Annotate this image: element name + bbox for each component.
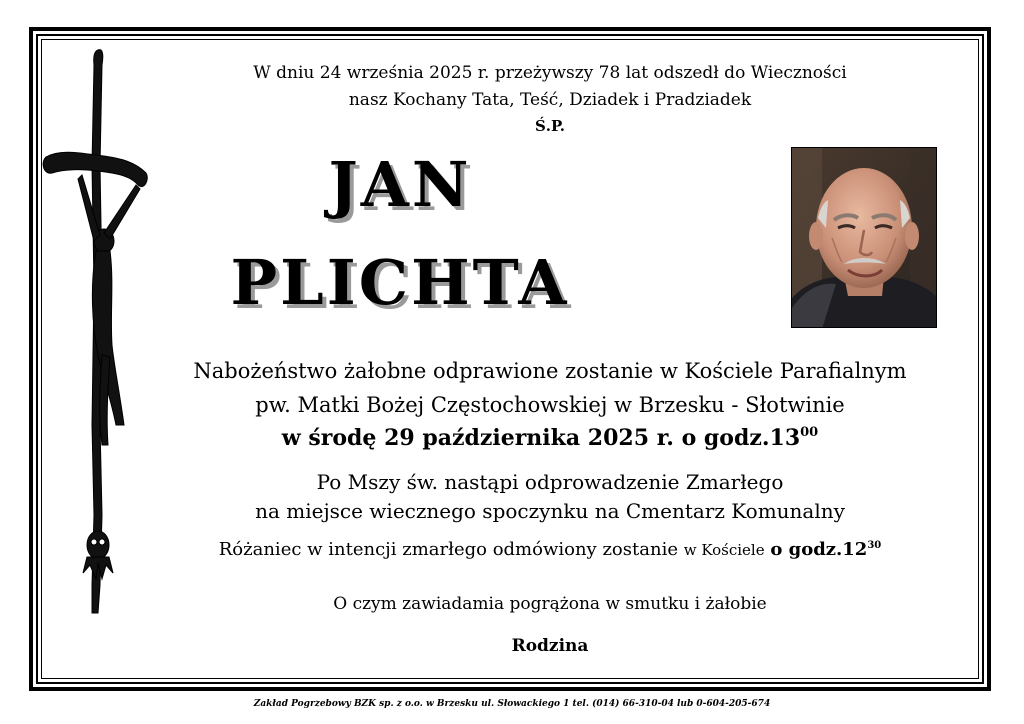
closing-line: O czym zawiadamia pogrążona w smutku i żałobie: [333, 594, 767, 614]
funeral-date-line: [130, 425, 970, 451]
mass-line-2: pw. Matki Bożej Częstochowskiej w Brzesku - Słotwinie: [255, 393, 845, 417]
family-signature: Rodzina: [511, 636, 589, 656]
intro-line-2: nasz Kochany Tata, Teść, Dziadek i Pradziadek: [348, 90, 752, 110]
funeral-date-text: w środę 29 października 2025 r. o godz.13: [281, 425, 801, 451]
last-name: PLICHTA: [230, 246, 570, 319]
funeral-home-footer: Zakład Pogrzebowy BZK sp. z o.o. w Brzesku ul. Słowackiego 1 tel. (014) 66-310-04 lub 0-604-205-674: [253, 699, 771, 709]
first-name: JAN: [328, 148, 472, 221]
rosary-line: [130, 539, 970, 560]
rosary-text: Różaniec w intencji zmarłego odmówiony zostanie: [218, 539, 678, 560]
after-mass-line-1: Po Mszy św. nastąpi odprowadzenie Zmarłego: [316, 470, 784, 494]
after-mass-line-2: na miejsce wiecznego spoczynku na Cmentarz Komunalny: [255, 499, 845, 523]
funeral-date-minutes: 00: [800, 425, 819, 440]
rosary-place: w Kościele: [683, 541, 765, 559]
sp-abbreviation: Ś.P.: [534, 117, 566, 135]
portrait-photo: [791, 147, 937, 328]
mass-line-1: Nabożeństwo żałobne odprawione zostanie w Kościele Parafialnym: [193, 359, 907, 383]
rosary-time-minutes: 30: [867, 540, 882, 551]
intro-line-1: W dniu 24 września 2025 r. przeżywszy 78 lat odszedł do Wieczności: [253, 63, 847, 83]
rosary-time: o godz.12: [770, 539, 868, 560]
